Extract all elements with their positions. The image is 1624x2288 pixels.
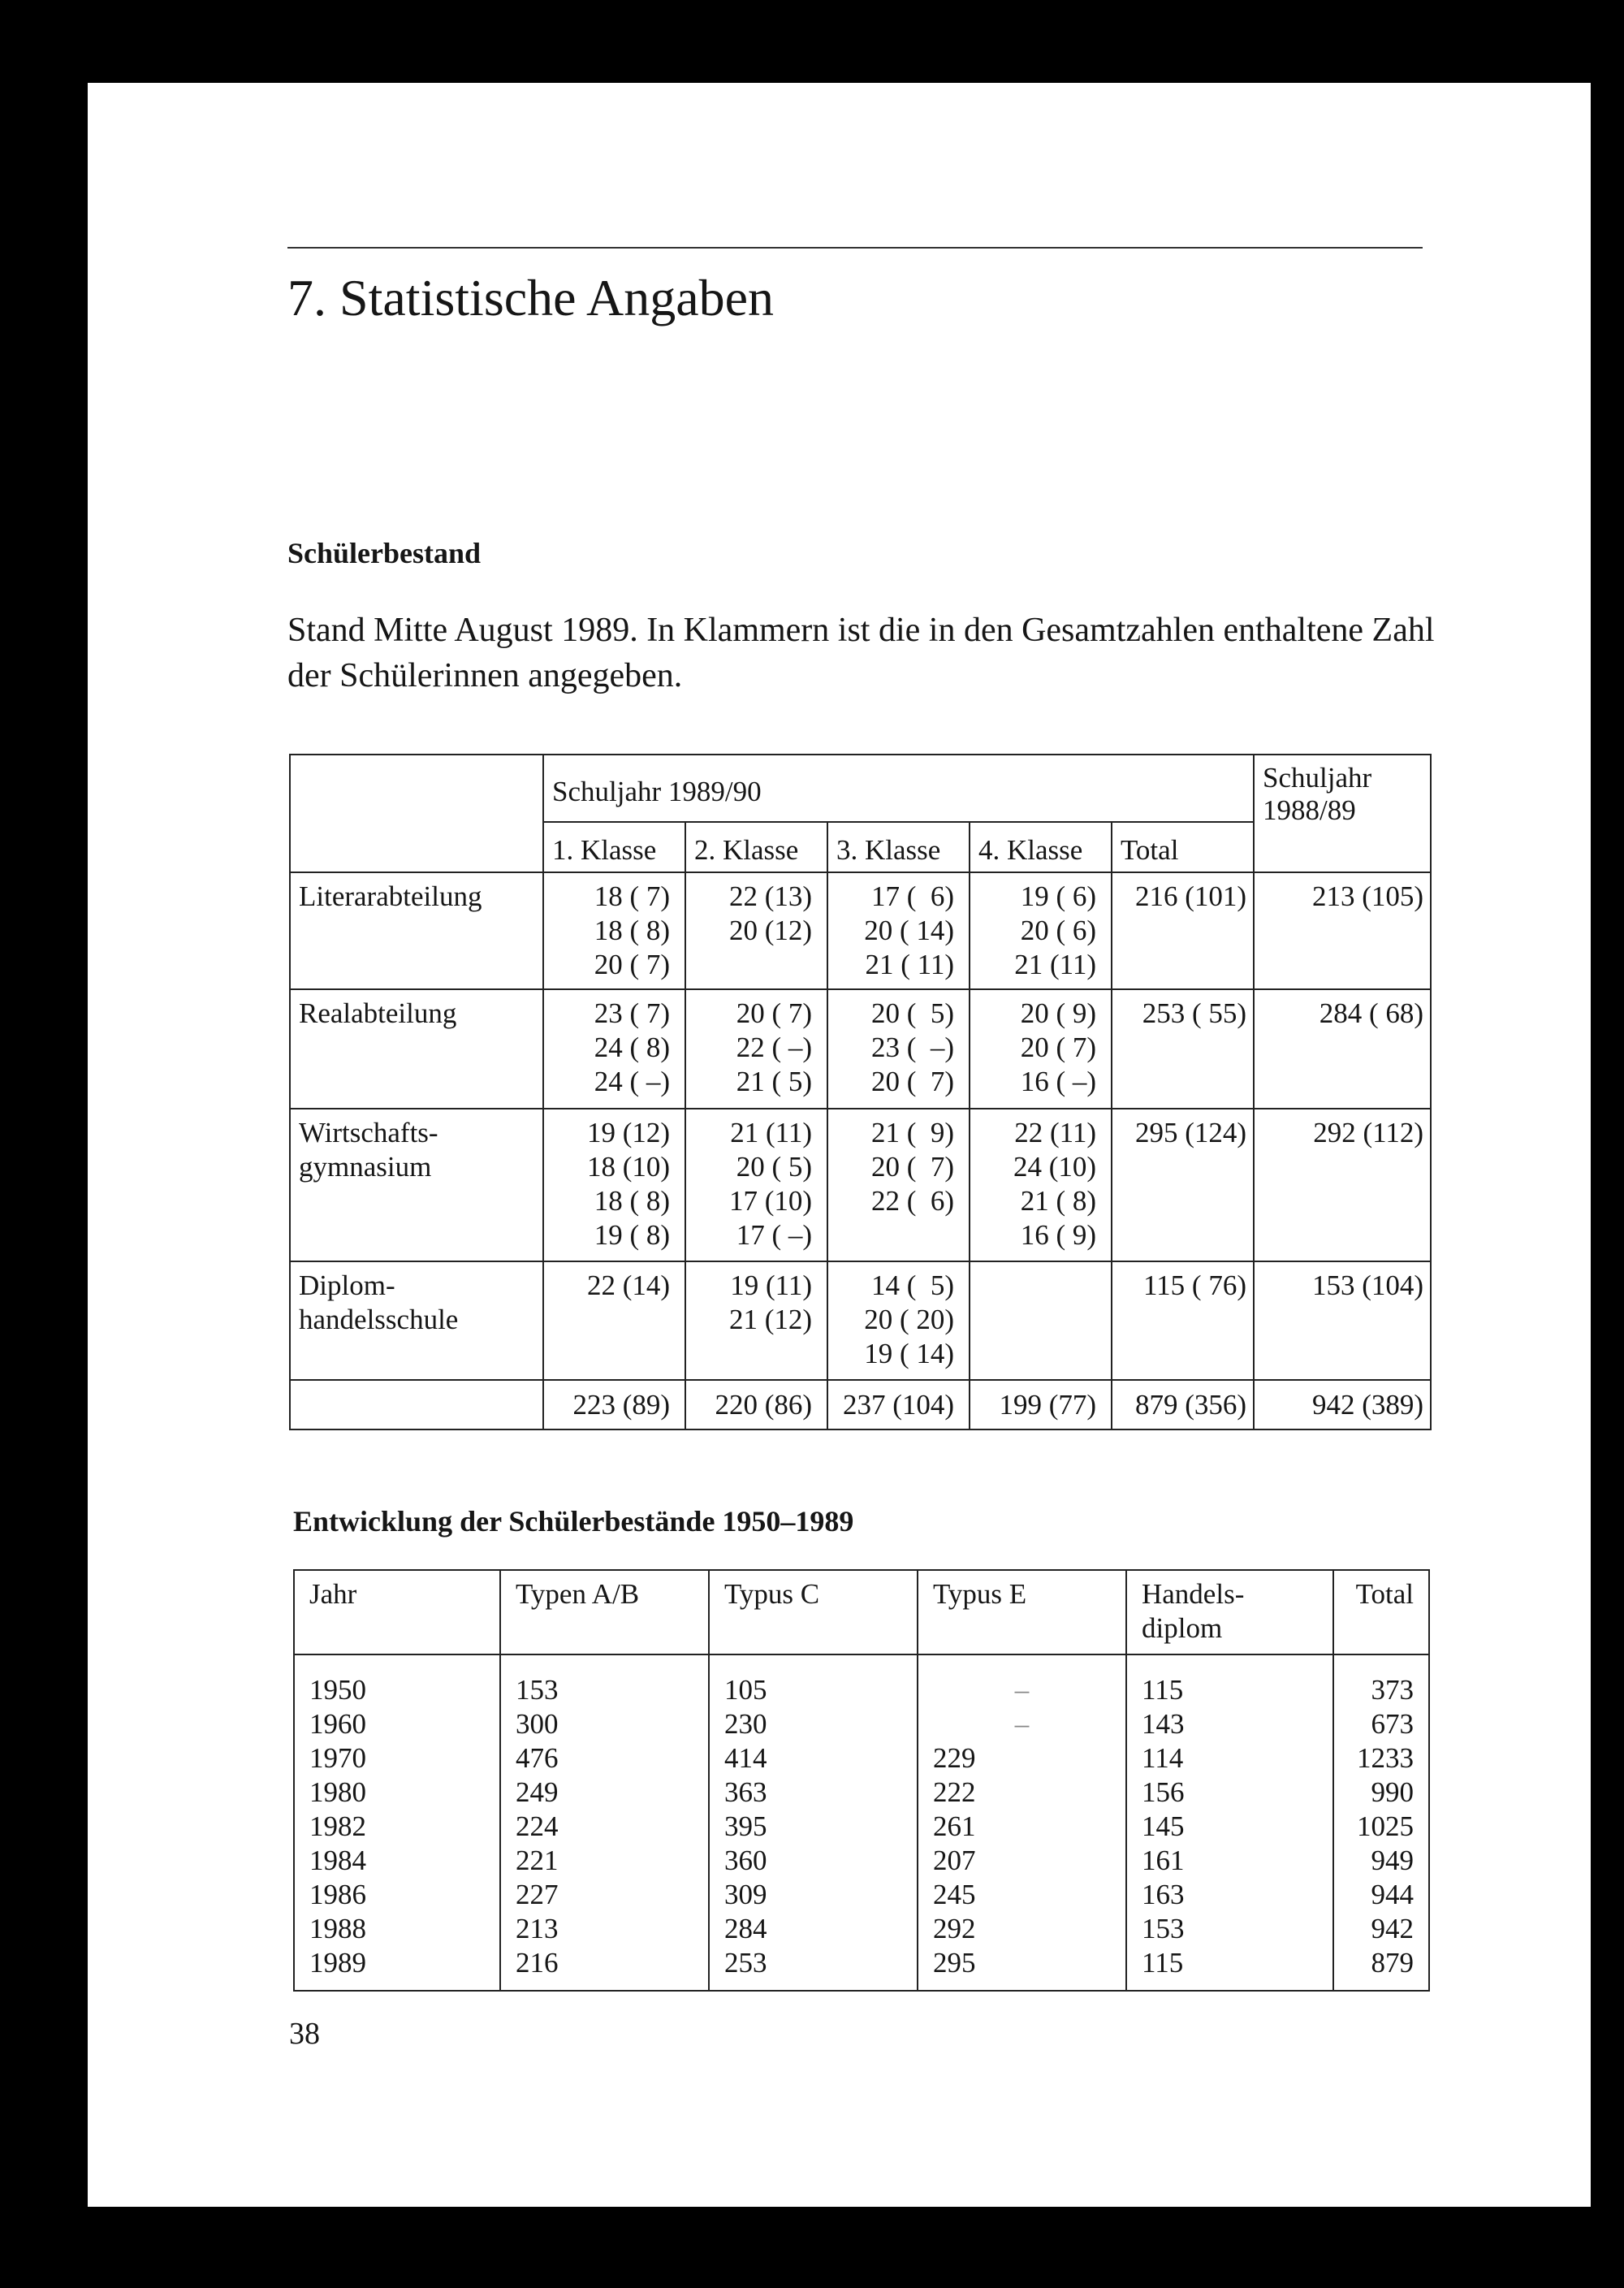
cell-value: 22 (13) [728,880,812,912]
data-cell [1254,872,1431,989]
cell-value: 21 (11) [1014,949,1096,980]
cell-value: 19 ( 6) [1020,880,1096,912]
cell-value: 22 ( 6) [870,1185,954,1217]
cell-value: 1233 [1357,1742,1414,1774]
cell-value: 16 ( –) [1020,1066,1096,1097]
column-header: 1. Klasse [543,822,685,872]
table-body-row [294,1654,1429,1991]
data-cell [1254,989,1431,1109]
cell-value: 213 [516,1913,559,1944]
cell-value: – [1014,1674,1030,1706]
cell-value: 990 [1371,1776,1414,1808]
cell-value: 300 [516,1708,559,1740]
cell-value: 161 [1142,1845,1185,1876]
table-header-row [294,1570,1429,1654]
cell-value: 115 [1142,1674,1184,1706]
cell-value: 1989 [309,1947,366,1979]
total-cell: 942 (389) [1254,1380,1431,1429]
total-cell: 199 (77) [970,1380,1112,1429]
cell-value: 1960 [309,1708,366,1740]
cell-value: 216 (101) [1134,880,1246,912]
data-cell [685,1109,827,1261]
table-row [290,989,1431,1109]
data-cell [827,1261,970,1380]
cell-value: 23 ( 7) [594,997,670,1029]
data-cell [685,1261,827,1380]
cell-value: 230 [724,1708,767,1740]
data-cell [685,989,827,1109]
column-header: 4. Klasse [970,822,1112,872]
cell-value: 944 [1371,1879,1414,1910]
cell-value: 20 ( 7) [594,949,670,980]
row-label: Literarabteilung [290,872,543,989]
cell-value: 17 ( 6) [870,880,954,912]
cell-value: 163 [1142,1879,1185,1910]
corner-cell [290,755,543,872]
cell-value: 14 ( 5) [870,1269,954,1301]
cell-value: 17 ( –) [736,1219,812,1251]
cell-value: 1950 [309,1674,366,1706]
cell-value: 153 [1142,1913,1185,1944]
total-cell: 220 (86) [685,1380,827,1429]
cell-value: 292 (112) [1313,1117,1423,1148]
cell-value: 19 (12) [586,1117,670,1148]
cell-value: 143 [1142,1708,1185,1740]
cell-value: 1984 [309,1845,366,1876]
cell-value: 1980 [309,1776,366,1808]
data-cell [827,872,970,989]
cell-value: 17 (10) [728,1185,812,1217]
cell-value: 673 [1371,1708,1414,1740]
cell-value: 20 ( 7) [870,1066,954,1097]
column-header: 3. Klasse [827,822,970,872]
cell-value: 21 (12) [728,1304,812,1335]
cell-value: 942 [1371,1913,1414,1944]
cell-value: 24 ( –) [594,1066,670,1097]
cell-value: 295 [933,1947,976,1979]
data-cell [1112,872,1254,989]
cell-value: 21 ( 9) [870,1117,954,1148]
column-header: Typus E [918,1570,1126,1654]
data-cell [970,989,1112,1109]
cell-value: 22 (11) [1014,1117,1096,1148]
column-header: Typen A/B [500,1570,709,1654]
cell-value: 20 ( 9) [1020,997,1096,1029]
total-cell: 223 (89) [543,1380,685,1429]
schuelerbestand-table [289,754,1432,1430]
cell-value: 20 ( 14) [864,915,954,946]
totals-label-cell [290,1380,543,1429]
cell-value: 21 ( 8) [1020,1185,1096,1217]
cell-value: 292 [933,1913,976,1944]
cell-value: 373 [1371,1674,1414,1706]
cell-value: 395 [724,1810,767,1842]
intro-paragraph: Stand Mitte August 1989. In Klammern ist die in den Gesamtzahlen enthaltene Zahl der Schülerinnen angegeben. [287,612,1435,694]
cell-value: 253 ( 55) [1142,997,1246,1029]
cell-value: 115 ( 76) [1142,1269,1246,1301]
cell-value: – [1014,1708,1030,1740]
cell-value: 261 [933,1810,976,1842]
table-row [290,1261,1431,1380]
prev-year-header-cell: Schuljahr 1988/89 [1254,755,1431,872]
cell-value: 22 (14) [586,1269,670,1301]
data-cell [543,1261,685,1380]
cell-value: 253 [724,1947,767,1979]
cell-value: 20 ( 7) [1020,1032,1096,1063]
data-column [1126,1654,1333,1991]
cell-value: 18 ( 7) [594,880,670,912]
column-header: 2. Klasse [685,822,827,872]
cell-value: 21 ( 5) [736,1066,812,1097]
cell-value: 23 ( –) [870,1032,954,1063]
cell-value: 245 [933,1879,976,1910]
column-header: Typus C [709,1570,918,1654]
cell-value: 145 [1142,1810,1185,1842]
cell-value: 19 (11) [730,1269,812,1301]
cell-value: 229 [933,1742,976,1774]
table-header-row [290,755,1431,822]
column-header: Total [1333,1570,1429,1654]
cell-value: 24 ( 8) [594,1032,670,1063]
cell-value: 284 ( 68) [1319,997,1423,1029]
data-cell [1254,1109,1431,1261]
cell-value: 21 ( 11) [865,949,954,980]
data-cell [970,872,1112,989]
column-header: Total [1112,822,1254,872]
cell-value: 20 ( 7) [736,997,812,1029]
total-cell: 879 (356) [1112,1380,1254,1429]
cell-value: 18 ( 8) [594,1185,670,1217]
cell-value: 1986 [309,1879,366,1910]
table-row [290,872,1431,989]
total-cell: 237 (104) [827,1380,970,1429]
cell-value: 20 ( 5) [870,997,954,1029]
cell-value: 213 (105) [1311,880,1423,912]
cell-value: 295 (124) [1134,1117,1246,1148]
data-cell [543,989,685,1109]
data-column [709,1654,918,1991]
cell-value: 1988 [309,1913,366,1944]
top-rule [287,247,1423,249]
data-column [500,1654,709,1991]
data-cell [543,872,685,989]
cell-value: 216 [516,1947,559,1979]
cell-value: 18 ( 8) [594,915,670,946]
page-number: 38 [289,2017,320,2051]
cell-value: 309 [724,1879,767,1910]
cell-value: 20 (12) [728,915,812,946]
document-page [88,83,1591,2207]
data-cell [970,1261,1112,1380]
cell-value: 1982 [309,1810,366,1842]
cell-value: 221 [516,1845,559,1876]
data-cell [1112,1261,1254,1380]
cell-value: 19 ( 14) [864,1338,954,1369]
cell-value: 360 [724,1845,767,1876]
cell-value: 20 ( 7) [870,1151,954,1183]
page-title: 7. Statistische Angaben [287,269,775,327]
cell-value: 20 ( 20) [864,1304,954,1335]
cell-value: 222 [933,1776,976,1808]
cell-value: 24 (10) [1013,1151,1096,1183]
data-column [918,1654,1126,1991]
cell-value: 20 ( 5) [736,1151,812,1183]
data-cell [685,872,827,989]
group-header-cell: Schuljahr 1989/90 [543,755,1254,822]
cell-value: 224 [516,1810,559,1842]
cell-value: 153 [516,1674,559,1706]
data-cell [827,1109,970,1261]
cell-value: 284 [724,1913,767,1944]
section-heading-entwicklung: Entwicklung der Schülerbestände 1950–1989 [293,1505,854,1538]
cell-value: 227 [516,1879,559,1910]
data-cell [827,989,970,1109]
column-header: Jahr [294,1570,500,1654]
data-cell [543,1109,685,1261]
cell-value: 21 (11) [730,1117,812,1148]
cell-value: 115 [1142,1947,1184,1979]
cell-value: 105 [724,1674,767,1706]
cell-value: 22 ( –) [736,1032,812,1063]
data-cell [1254,1261,1431,1380]
table-row [290,1109,1431,1261]
cell-value: 153 (104) [1311,1269,1423,1301]
cell-value: 18 (10) [586,1151,670,1183]
cell-value: 16 ( 9) [1020,1219,1096,1251]
data-cell [970,1109,1112,1261]
totals-row [290,1380,1431,1429]
cell-value: 476 [516,1742,559,1774]
cell-value: 879 [1371,1947,1414,1979]
cell-value: 249 [516,1776,559,1808]
cell-value: 949 [1371,1845,1414,1876]
cell-value: 156 [1142,1776,1185,1808]
cell-value: 207 [933,1845,976,1876]
data-cell [1112,989,1254,1109]
data-column [294,1654,500,1991]
row-label: Realabteilung [290,989,543,1109]
column-header: Handels- diplom [1126,1570,1333,1654]
cell-value: 19 ( 8) [594,1219,670,1251]
cell-value: 363 [724,1776,767,1808]
cell-value: 20 ( 6) [1020,915,1096,946]
cell-value: 414 [724,1742,767,1774]
cell-value: 1970 [309,1742,366,1774]
section-heading-schuelerbestand: Schülerbestand [287,537,482,569]
row-label: Diplom- handelsschule [290,1261,543,1380]
data-cell [1112,1109,1254,1261]
data-column [1333,1654,1429,1991]
row-label: Wirtschafts- gymnasium [290,1109,543,1261]
cell-value: 114 [1142,1742,1184,1774]
cell-value: 1025 [1357,1810,1414,1842]
entwicklung-table [293,1569,1430,1992]
